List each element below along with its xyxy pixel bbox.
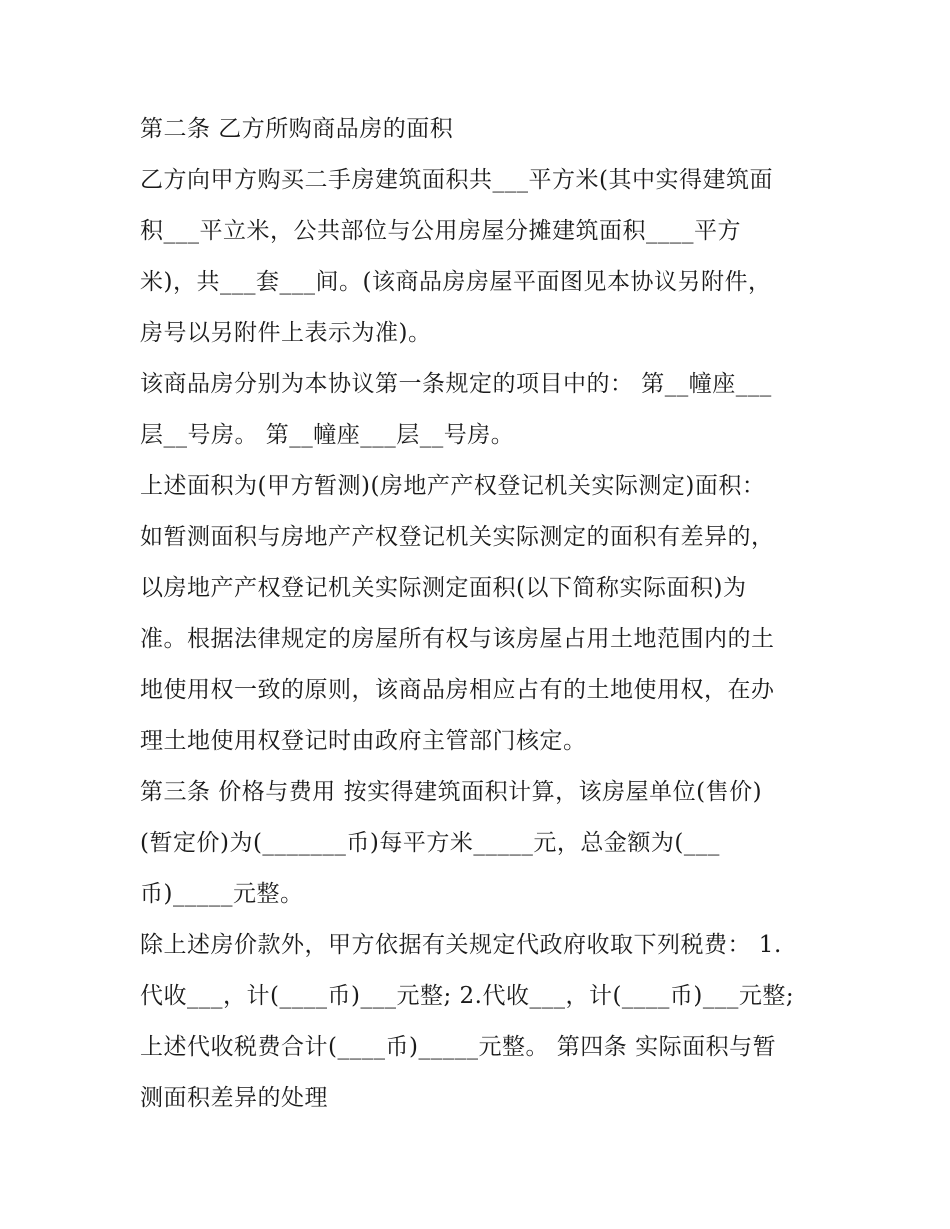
text-line-2: 乙方向甲方购买二手房建筑面积共___平方米(其中实得建筑面 [140, 167, 773, 193]
text-line-20: 测面积差异的处理 [140, 1085, 328, 1111]
text-line-8: 上述面积为(甲方暂测)(房地产产权登记机关实际测定)面积： [140, 473, 766, 499]
text-line-15: (暂定价)为(_______币)每平方米_____元，总金额为(___ [140, 830, 720, 856]
text-line-14: 第三条 价格与费用 按实得建筑面积计算，该房屋单位(售价) [140, 779, 763, 805]
text-line-9: 如暂测面积与房地产产权登记机关实际测定的面积有差异的， [140, 524, 775, 550]
text-line-6: 该商品房分别为本协议第一条规定的项目中的： 第__幢座___ [140, 371, 772, 397]
text-line-7: 层__号房。 第__幢座___层__号房。 [140, 422, 515, 448]
text-line-1: 第二条 乙方所购商品房的面积 [140, 116, 454, 142]
text-line-11: 准。根据法律规定的房屋所有权与该房屋占用土地范围内的土 [140, 626, 775, 652]
document-body [140, 104, 830, 1124]
text-line-13: 理土地使用权登记时由政府主管部门核定。 [140, 728, 587, 754]
text-line-18: 代收___，计(____币)___元整; 2.代收___，计(____币)___元整; [140, 983, 795, 1009]
text-line-17: 除上述房价款外，甲方依据有关规定代政府收取下列税费： 1. [140, 932, 782, 958]
text-line-4: 米)，共___套___间。(该商品房房屋平面图见本协议另附件， [140, 269, 772, 295]
text-line-19: 上述代收税费合计(____币)_____元整。 第四条 实际面积与暂 [140, 1034, 777, 1060]
text-line-5: 房号以另附件上表示为准)。 [140, 320, 432, 346]
text-line-3: 积___平立米，公共部位与公用房屋分摊建筑面积____平方 [140, 218, 741, 244]
text-line-10: 以房地产产权登记机关实际测定面积(以下简称实际面积)为 [140, 575, 747, 601]
text-line-12: 地使用权一致的原则，该商品房相应占有的土地使用权，在办 [140, 677, 775, 703]
text-line-16: 币)_____元整。 [140, 881, 304, 907]
